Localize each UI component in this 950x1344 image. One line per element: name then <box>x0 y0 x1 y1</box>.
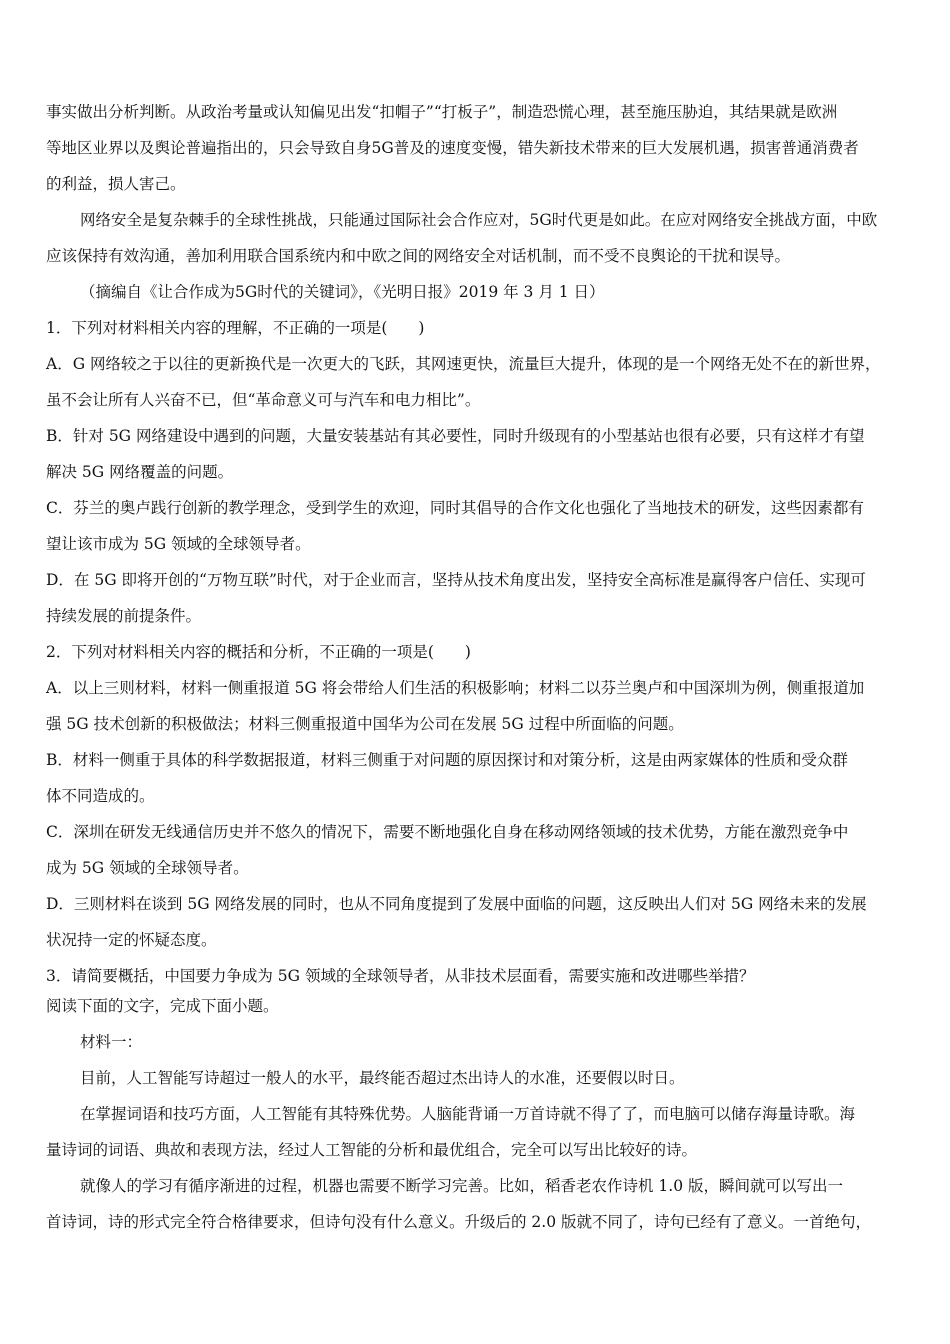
passage1-p2-line1: 网络安全是复杂棘手的全球性挑战，只能通过国际社会合作应对，5G时代更是如此。在应对网络安全挑战方面，中欧 <box>80 211 878 229</box>
q1-option-b-line2: 解决 5G 网络覆盖的问题。 <box>46 463 234 481</box>
q1-option-d-line1: D．在 5G 即将开创的“万物互联”时代，对于企业而言，坚持从技术角度出发，坚持安全高标准是赢得客户信任、实现可 <box>46 571 866 589</box>
section2-p3-line1: 就像人的学习有循序渐进的过程，机器也需要不断学习完善。比如，稻香老农作诗机 1.0 版，瞬间就可以写出一 <box>80 1177 844 1195</box>
section2-p1: 目前，人工智能写诗超过一般人的水平，最终能否超过杰出诗人的水准，还要假以时日。 <box>80 1069 685 1087</box>
q2-option-b-line1: B．材料一侧重于具体的科学数据报道，材料三侧重于对问题的原因探讨和对策分析，这是由两家媒体的性质和受众群 <box>46 751 848 769</box>
q1-option-a-line2: 虽不会让所有人兴奋不已，但“革命意义可与汽车和电力相比”。 <box>46 391 481 409</box>
q2-option-d-line2: 状况持一定的怀疑态度。 <box>46 931 217 949</box>
q2-option-c-line1: C．深圳在研发无线通信历史并不悠久的情况下，需要不断地强化自身在移动网络领域的技术优势，方能在激烈竞争中 <box>46 823 849 841</box>
section2-material-label: 材料一： <box>80 1033 143 1051</box>
q1-option-c-line2: 望让该市成为 5G 领域的全球领导者。 <box>46 535 311 553</box>
q2-option-b-line2: 体不同造成的。 <box>46 787 155 805</box>
section2-p2-line2: 量诗词的词语、典故和表现方法，经过人工智能的分析和最优组合，完全可以写出比较好的诗。 <box>46 1141 698 1159</box>
q2-option-a-line1: A．以上三则材料，材料一侧重报道 5G 将会带给人们生活的积极影响；材料二以芬兰奥卢和中国深圳为例，侧重报道加 <box>46 679 865 697</box>
passage1-p1-line2: 等地区业界以及舆论普遍指出的，只会导致自身5G普及的速度变慢，错失新技术带来的巨大发展机遇，损害普通消费者 <box>46 139 859 157</box>
q2-stem: 2．下列对材料相关内容的概括和分析，不正确的一项是( ) <box>46 643 471 661</box>
q1-option-c-line1: C．芬兰的奥卢践行创新的教学理念，受到学生的欢迎，同时其倡导的合作文化也强化了当地技术的研发，这些因素都有 <box>46 499 864 517</box>
q1-option-a-line1: A．G 网络较之于以往的更新换代是一次更大的飞跃，其网速更快，流量巨大提升，体现的是一个网络无处不在的新世界， <box>46 355 881 373</box>
passage1-source: （摘编自《让合作成为5G时代的关键词》，《光明日报》2019 年 3 月 1 日） <box>80 283 605 301</box>
q1-stem: 1．下列对材料相关内容的理解，不正确的一项是( ) <box>46 319 425 337</box>
passage1-p2-line2: 应该保持有效沟通，善加利用联合国系统内和中欧之间的网络安全对话机制，而不受不良舆论的干扰和误导。 <box>46 247 791 265</box>
passage1-p1-line3: 的利益，损人害己。 <box>46 175 186 193</box>
q2-option-a-line2: 强 5G 技术创新的积极做法；材料三侧重报道中国华为公司在发展 5G 过程中所面临的问题。 <box>46 715 684 733</box>
q2-option-d-line1: D．三则材料在谈到 5G 网络发展的同时，也从不同角度提到了发展中面临的问题，这反映出人们对 5G 网络未来的发展 <box>46 895 867 913</box>
section2-p2-line1: 在掌握词语和技巧方面，人工智能有其特殊优势。人脑能背诵一万首诗就不得了了，而电脑可以储存海量诗歌。海 <box>80 1105 856 1123</box>
passage1-p1-line1: 事实做出分析判断。从政治考量或认知偏见出发“扣帽子”“打板子”，制造恐慌心理，甚至施压胁迫，其结果就是欧洲 <box>46 103 838 121</box>
q3-stem: 3．请简要概括，中国要力争成为 5G 领域的全球领导者，从非技术层面看，需要实施和改进哪些举措？ <box>46 967 755 985</box>
section2-intro: 阅读下面的文字，完成下面小题。 <box>46 997 279 1015</box>
q1-option-d-line2: 持续发展的前提条件。 <box>46 607 202 625</box>
q1-option-b-line1: B．针对 5G 网络建设中遇到的问题，大量安装基站有其必要性，同时升级现有的小型基站也很有必要，只有这样才有望 <box>46 427 865 445</box>
q2-option-c-line2: 成为 5G 领域的全球领导者。 <box>46 859 249 877</box>
section2-p3-line2: 首诗词，诗的形式完全符合格律要求，但诗句没有什么意义。升级后的 2.0 版就不同了，诗句已经有了意义。一首绝句， <box>46 1213 872 1231</box>
